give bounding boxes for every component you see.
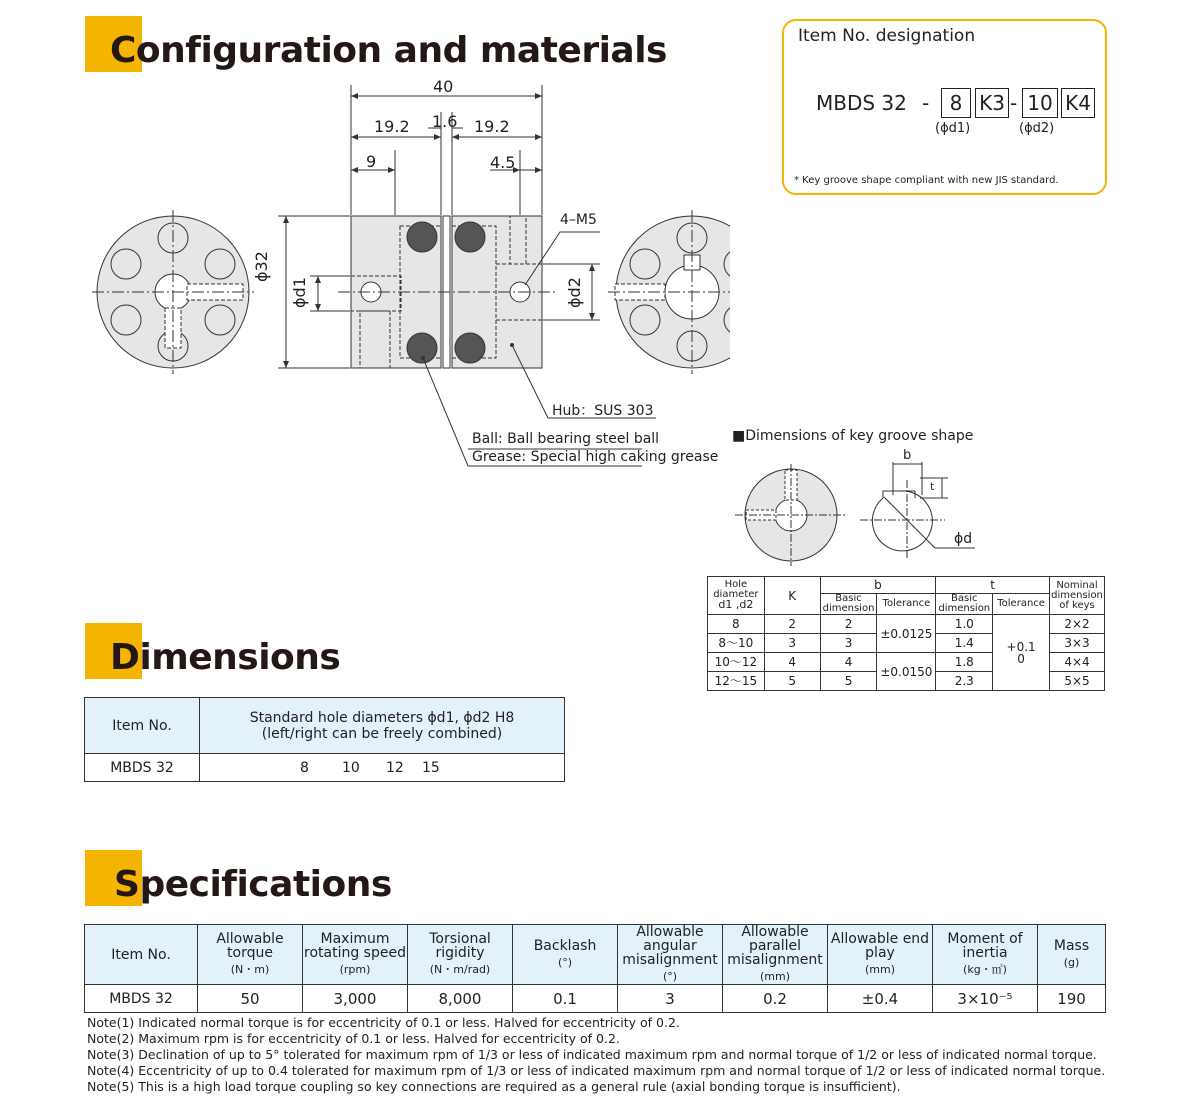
notes [87,1015,1105,1095]
designation-title: Item No. designation [798,26,976,46]
note-2: Note(2) Maximum rpm is for eccentricity of 0.1 or less. Halved for eccentricity of 0.2. [87,1031,620,1046]
designation-k1: K3 [975,88,1009,118]
kg-cell: 2×2 [1050,615,1105,634]
keygroove-drawing [730,450,1000,575]
dim-total-label: 40 [433,77,454,96]
d1-diameter-label: ϕd1 [290,277,309,308]
dimensions-title: Dimensions [110,637,341,678]
note-5: Note(5) This is a high load torque coupling so key connections are required as a general rule (axial bonding torque is insufficient). [87,1079,901,1094]
kg-col-hole: Hole diameter d1 ,d2 [708,577,765,615]
specs-col-angular: Allowable angular misalignment (°) [618,925,723,985]
kg-cell: 8 [708,615,765,634]
kg-cell-t-tol: +0.1 0 [993,615,1050,691]
designation-box [782,19,1107,195]
specs-cell: 0.2 [723,985,828,1013]
designation-dash-2: - [1010,91,1018,115]
specs-col-speed: Maximum rotating speed (rpm) [303,925,408,985]
specs-cell: MBDS 32 [85,985,198,1013]
dims-row [85,754,565,782]
config-title: Configuration and materials [110,30,667,71]
outer-diameter-label: ϕ32 [252,251,271,282]
dims-col-item: Item No. [85,698,200,754]
dim-gap-label: 1.6 [432,112,458,131]
screw-label: 4–M5 [560,212,597,228]
kg-cell: 8～10 [708,634,765,653]
specs-cell: 50 [198,985,303,1013]
designation-d2: 10 [1022,88,1058,118]
specs-col-torque: Allowable torque (N・m) [198,925,303,985]
specs-col-endplay: Allowable end play (mm) [828,925,933,985]
dim-9-label: 9 [366,152,377,171]
dims-col-holes: Standard hole diameters ϕd1, ϕd2 H8 (left/right can be freely combined) [200,698,565,754]
specs-cell: 3 [618,985,723,1013]
kg-cell: 5 [764,672,820,691]
kg-cell: 4 [764,653,820,672]
specs-cell: 8,000 [408,985,513,1013]
kg-cell: 1.0 [936,615,993,634]
specs-cell: 3×10⁻⁵ [933,985,1038,1013]
hub-label: Hub：SUS 303 [552,403,654,419]
kg-col-k: K [764,577,820,615]
kg-col-t-basic: Basic dimension [936,594,993,615]
designation-dash-1: - [922,91,930,115]
d2-diameter-label: ϕd2 [565,277,584,308]
keygroove-b-label: b [903,448,912,463]
specs-cell: ±0.4 [828,985,933,1013]
specs-col-inertia: Moment of inertia (kg・㎡) [933,925,1038,985]
specs-col-backlash: Backlash (°) [513,925,618,985]
keygroove-title: ■Dimensions of key groove shape [732,428,974,444]
kg-cell: 5 [820,672,877,691]
kg-col-nominal: Nominal dimension of keys [1050,577,1105,615]
dims-cell-item: MBDS 32 [85,754,200,782]
designation-d1-label: (ϕd1) [935,121,971,136]
keygroove-t-label: t [930,480,935,493]
specs-cell: 190 [1038,985,1106,1013]
kg-col-b-basic: Basic dimension [820,594,877,615]
kg-col-b-tol: Tolerance [877,594,936,615]
kg-cell: 10～12 [708,653,765,672]
designation-k2: K4 [1061,88,1095,118]
dim-left-label: 19.2 [374,117,410,136]
ball-label: Ball: Ball bearing steel ball [472,431,660,447]
dims-cell-holes: 8 10 12 15 [200,754,565,782]
kg-row [708,615,1105,634]
kg-cell: 12～15 [708,672,765,691]
designation-note: * Key groove shape compliant with new JIS standard. [794,175,1059,186]
kg-cell: 2.3 [936,672,993,691]
kg-col-t: t [936,577,1050,594]
kg-cell: 1.8 [936,653,993,672]
note-4: Note(4) Eccentricity of up to 0.4 tolerated for maximum rpm of 1/3 or less of indicated maximum rpm and normal torque of 1/2 or less of indicated normal torque. [87,1063,1106,1078]
kg-cell: 3 [820,634,877,653]
kg-cell-b-tol2: ±0.0150 [877,653,936,691]
designation-d1: 8 [941,88,971,118]
specs-cell: 3,000 [303,985,408,1013]
specs-col-mass: Mass (g) [1038,925,1106,985]
kg-col-b: b [820,577,936,594]
specs-row [85,985,1106,1013]
keygroove-table [707,576,1105,691]
kg-cell: 4 [820,653,877,672]
kg-cell: 1.4 [936,634,993,653]
kg-col-t-tol: Tolerance [993,594,1050,615]
specs-table [84,924,1106,1013]
kg-cell: 5×5 [1050,672,1105,691]
specs-col-item: Item No. [85,925,198,985]
specs-col-rigidity: Torsional rigidity (N・m/rad) [408,925,513,985]
dim-4.5-label: 4.5 [490,153,516,172]
note-1: Note(1) Indicated normal torque is for eccentricity of 0.1 or less. Halved for eccentricity of 0.2. [87,1015,680,1030]
kg-cell: 2 [764,615,820,634]
dimensions-table [84,697,565,782]
keygroove-d-label: ϕd [954,531,973,547]
kg-cell-b-tol1: ±0.0125 [877,615,936,653]
kg-cell: 4×4 [1050,653,1105,672]
grease-label: Grease: Special high caking grease [472,449,719,465]
kg-cell: 3 [764,634,820,653]
specs-cell: 0.1 [513,985,618,1013]
designation-prefix: MBDS 32 [816,91,907,115]
specs-col-parallel: Allowable parallel misalignment (mm) [723,925,828,985]
dim-right-label: 19.2 [474,117,510,136]
kg-cell: 3×3 [1050,634,1105,653]
designation-d2-label: (ϕd2) [1019,121,1055,136]
kg-cell: 2 [820,615,877,634]
note-3: Note(3) Declination of up to 5° tolerated for maximum rpm of 1/3 or less of indicated maximum rpm and normal torque of 1/2 or less of indicated normal torque. [87,1047,1097,1062]
specs-title: Specifications [114,864,392,905]
